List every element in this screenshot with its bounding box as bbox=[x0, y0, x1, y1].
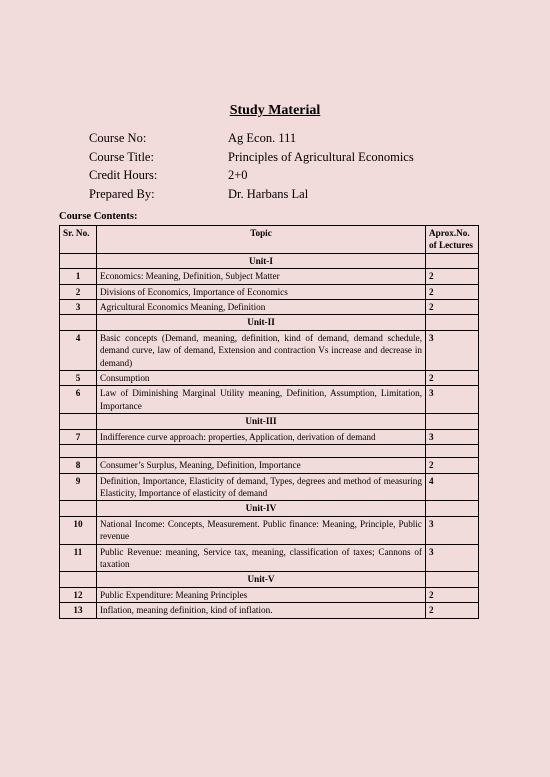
prepared-by-value: Dr. Harbans Lal bbox=[228, 187, 309, 202]
topic-cell: Agricultural Economics Meaning, Definition bbox=[97, 300, 426, 315]
prepared-by-label: Prepared By: bbox=[89, 187, 155, 202]
lectures-cell: 4 bbox=[426, 473, 479, 501]
topic-cell: Indifference curve approach: properties, Application, derivation of demand bbox=[97, 429, 426, 444]
unit-row bbox=[60, 414, 479, 429]
unit-row bbox=[60, 253, 479, 268]
lectures-cell: 2 bbox=[426, 603, 479, 618]
course-contents-table bbox=[59, 225, 479, 619]
lectures-cell: 2 bbox=[426, 587, 479, 602]
table-row bbox=[60, 473, 479, 501]
sr-cell: 2 bbox=[60, 284, 97, 299]
sr-cell: 10 bbox=[60, 516, 97, 544]
course-no-label: Course No: bbox=[89, 131, 147, 145]
lectures-cell: 3 bbox=[426, 330, 479, 370]
table-row bbox=[60, 587, 479, 602]
topic-cell: Law of Diminishing Marginal Utility meaning, Definition, Assumption, Limitation, Importance bbox=[97, 386, 426, 414]
document-title: Study Material bbox=[229, 103, 321, 118]
lectures-cell: 3 bbox=[426, 429, 479, 444]
topic-cell: Basic concepts (Demand, meaning, definition, kind of demand, demand schedule, demand curve, law of demand, Extension and contraction Vs increase and decrease in demand) bbox=[97, 330, 426, 370]
header-sr-no: Sr. No. bbox=[60, 226, 97, 254]
table-row bbox=[60, 386, 479, 414]
lectures-cell: 2 bbox=[426, 458, 479, 473]
topic-cell: Consumption bbox=[97, 371, 426, 386]
table-row bbox=[60, 300, 479, 315]
lectures-cell: 2 bbox=[426, 300, 479, 315]
table-row bbox=[60, 330, 479, 370]
course-title-value: Principles of Agricultural Economics bbox=[228, 149, 414, 164]
table-row bbox=[60, 544, 479, 572]
sr-cell: 13 bbox=[60, 603, 97, 618]
sr-cell: 5 bbox=[60, 371, 97, 386]
lectures-cell: 3 bbox=[426, 544, 479, 572]
credit-hours-value: 2+0 bbox=[228, 168, 248, 183]
sr-cell: 7 bbox=[60, 429, 97, 444]
table-row bbox=[60, 458, 479, 473]
credit-hours-row bbox=[89, 166, 414, 185]
unit-heading: Unit-III bbox=[97, 414, 426, 429]
table-row bbox=[60, 269, 479, 284]
sr-cell: 3 bbox=[60, 300, 97, 315]
lectures-cell: 3 bbox=[426, 386, 479, 414]
unit-heading: Unit-V bbox=[97, 572, 426, 587]
sr-cell: 8 bbox=[60, 458, 97, 473]
blank-row bbox=[60, 445, 479, 458]
table-row bbox=[60, 371, 479, 386]
unit-heading: Unit-II bbox=[97, 315, 426, 330]
unit-row bbox=[60, 501, 479, 516]
table-row bbox=[60, 284, 479, 299]
sr-cell: 1 bbox=[60, 269, 97, 284]
prepared-by-row bbox=[89, 185, 414, 204]
topic-cell: Definition, Importance, Elasticity of demand, Types, degrees and method of measuring Elasticity, Importance of elasticity of demand bbox=[97, 473, 426, 501]
topic-cell: National Income: Concepts, Measurement. Public finance: Meaning, Principle, Public revenue bbox=[97, 516, 426, 544]
unit-heading: Unit-IV bbox=[97, 501, 426, 516]
lectures-cell: 2 bbox=[426, 371, 479, 386]
unit-row bbox=[60, 572, 479, 587]
sr-cell: 9 bbox=[60, 473, 97, 501]
unit-heading: Unit-I bbox=[97, 253, 426, 268]
topic-cell: Public Revenue: meaning, Service tax, meaning, classification of taxes; Cannons of taxation bbox=[97, 544, 426, 572]
sr-cell: 6 bbox=[60, 386, 97, 414]
topic-cell: Inflation, meaning definition, kind of inflation. bbox=[97, 603, 426, 618]
course-no-value: Ag Econ. 111 bbox=[228, 131, 297, 145]
sr-cell: 4 bbox=[60, 330, 97, 370]
topic-cell: Economics: Meaning, Definition, Subject Matter bbox=[97, 269, 426, 284]
topic-cell: Consumer’s Surplus, Meaning, Definition, Importance bbox=[97, 458, 426, 473]
topic-cell: Divisions of Economics, Importance of Economics bbox=[97, 284, 426, 299]
lectures-cell: 2 bbox=[426, 284, 479, 299]
course-contents-heading: Course Contents: bbox=[59, 211, 138, 222]
header-topic: Topic bbox=[97, 226, 426, 254]
sr-cell: 12 bbox=[60, 587, 97, 602]
lectures-cell: 2 bbox=[426, 269, 479, 284]
lectures-cell: 3 bbox=[426, 516, 479, 544]
course-no-row bbox=[89, 129, 414, 148]
table-row bbox=[60, 429, 479, 444]
table-row bbox=[60, 516, 479, 544]
course-title-row bbox=[89, 148, 414, 167]
credit-hours-label: Credit Hours: bbox=[89, 168, 158, 183]
unit-row bbox=[60, 315, 479, 330]
table-row bbox=[60, 603, 479, 618]
header-lectures: Aprox.No. of Lectures bbox=[426, 226, 479, 254]
topic-cell: Public Expenditure: Meaning Principles bbox=[97, 587, 426, 602]
course-title-label: Course Title: bbox=[89, 149, 154, 164]
course-info bbox=[89, 129, 414, 204]
sr-cell: 11 bbox=[60, 544, 97, 572]
table-header-row bbox=[60, 226, 479, 254]
